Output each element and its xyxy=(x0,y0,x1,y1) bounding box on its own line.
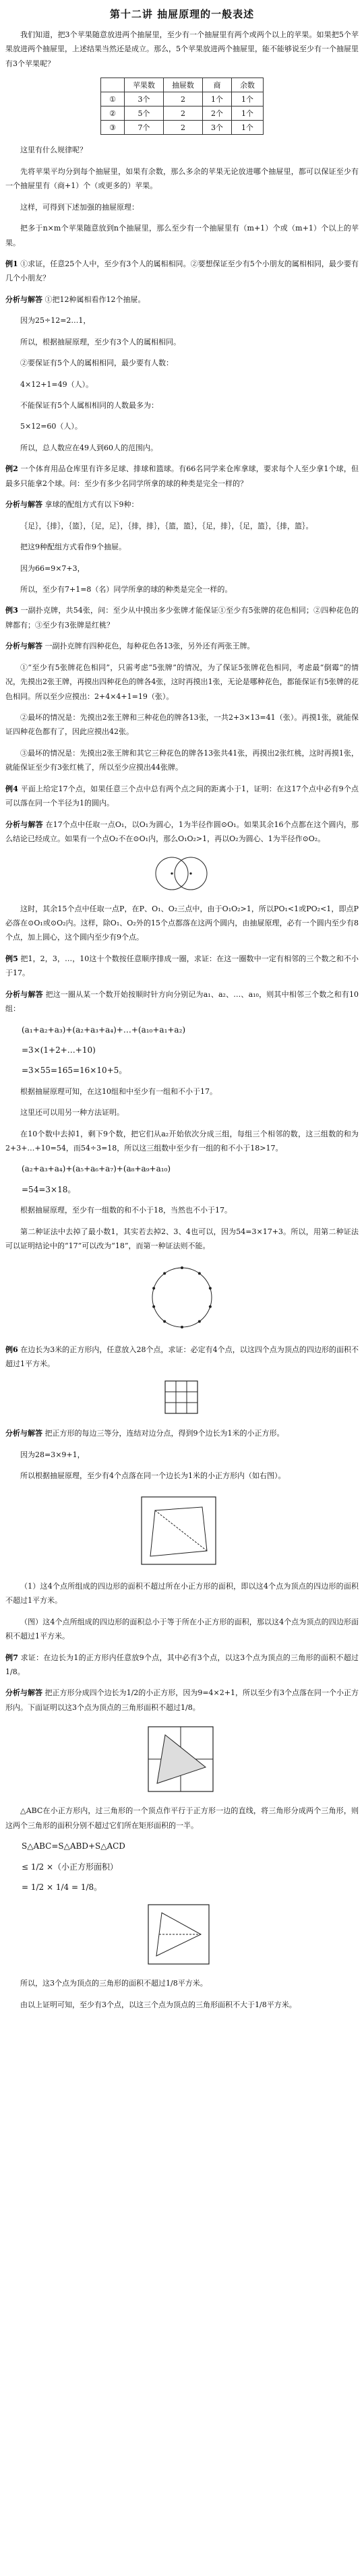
analysis-label: 分析与解答 xyxy=(5,820,43,829)
example-label: 例3 xyxy=(5,606,18,615)
analysis-text: 5×12=60（人）。 xyxy=(20,422,82,431)
formula-line: =3×(1+2+…+10) xyxy=(22,1045,96,1055)
table-row xyxy=(101,121,264,135)
example-3 xyxy=(5,603,359,632)
analysis-text: 把这一圈从某一个数开始按顺时针方向分别记为a₁、a₂、…、a₁₀，则其中相邻三个数之和有10组： xyxy=(5,989,359,1014)
formula-line: =3×55=165=16×10+5。 xyxy=(22,1066,127,1076)
example-2 xyxy=(5,462,359,491)
number-circle-figure xyxy=(145,1260,219,1335)
circle-dot xyxy=(163,1272,166,1275)
example-4 xyxy=(5,782,359,811)
analysis-text: 一副扑克牌有四种花色，每种花色各13张，另外还有两张王牌。 xyxy=(44,642,255,651)
table-header-cell: 抽屉数 xyxy=(163,78,202,92)
analysis-text: 在17个点中任取一点O₁，以O₁为圆心，1为半径作圆⊙O₁。如果其余16个点都在这个圆内，那么结论已经成立。如果有一个点O₂不在⊙O₁内，那么O₁O₂>1，再以O₂为圆心、1为半径作⊙O₂。 xyxy=(5,820,359,844)
number-circle xyxy=(152,1268,212,1327)
table-cell: ① xyxy=(101,92,125,106)
table-cell: 1个 xyxy=(231,106,263,121)
analysis-text: 把正方形分成四个边长为1/2的小正方形，因为9=4×2+1，所以至少有3个点落在同一个小正方形内。下面证明以这3个点为顶点的三角形面积不超过1/8。 xyxy=(5,1688,359,1712)
example-6 xyxy=(5,1343,359,1372)
table-cell: ② xyxy=(101,106,125,121)
analysis-heading xyxy=(5,1686,359,1715)
question-text: 这里有什么规律呢？ xyxy=(20,146,87,155)
analysis-text: 根据抽屉原理可知，在这10组和中至少有一组和不小于17。 xyxy=(20,1086,217,1096)
formula-line: (a₂+a₃+a₄)+(a₅+a₆+a₇)+(a₈+a₉+a₁₀) xyxy=(22,1164,171,1174)
document-page xyxy=(5,7,359,2019)
principle-statement: 把多于n×m个苹果随意放到n个抽屉里，那么至少有一个抽屉里有（m+1）个或（m+1）个以上的苹果。 xyxy=(5,224,359,247)
example-text: 求证：在边长为1的正方形内任意放9个点，其中必有3个点，以这3个点为顶点的三角形的面积不超过1/8。 xyxy=(5,1653,359,1676)
example-text: 一副扑克牌，共54张，问：至少从中摸出多少张牌才能保证①至少有5张牌的花色相同；②四种花色的牌都有；③至少有3张牌是红桃？ xyxy=(5,606,359,630)
analysis-label: 分析与解答 xyxy=(5,642,42,651)
formula-line: =54=3×18。 xyxy=(22,1184,76,1194)
page-title: 第十二讲 抽屉原理的一般表述 xyxy=(109,8,255,20)
analysis-text: 第二种证法中去掉了最小数1，其实若去掉2、3、4也可以，因为54=3×17+3。所以，用第二种证法可以证明结论中的“17”可以改为“18”，而第一种证法则不能。 xyxy=(5,1227,359,1251)
circle-dot xyxy=(198,1272,201,1275)
grid-square-figure xyxy=(162,1378,202,1418)
analysis-text: 把这9种配组方式看作9个抽屉。 xyxy=(20,543,126,552)
analysis-heading xyxy=(5,987,359,1016)
analysis-label: 分析与解答 xyxy=(5,1429,42,1438)
example-label: 例7 xyxy=(5,1653,18,1662)
analysis-text: 不能保证有5个人属相相同的人数最多为： xyxy=(20,401,158,410)
center-o1-dot xyxy=(171,872,173,874)
analysis-text: ②最坏的情况是：先摸出2张王牌和三种花色的牌各13张，一共2+3×13=41（张）。再摸1张，就能保证四种花色都有了，因此应摸出42张。 xyxy=(5,713,359,737)
analysis-label: 分析与解答 xyxy=(5,1688,43,1698)
two-circles-figure xyxy=(152,853,212,894)
analysis-label: 分析与解答 xyxy=(5,989,43,999)
example-label: 例6 xyxy=(5,1345,18,1354)
circle-dot xyxy=(209,1305,212,1308)
table-cell: 3个 xyxy=(124,92,163,106)
example-label: 例4 xyxy=(5,784,18,793)
example-7 xyxy=(5,1651,359,1680)
example-1 xyxy=(5,257,359,286)
table-cell: 2 xyxy=(163,92,202,106)
analysis-text: 把正方形的每边三等分，连结对边分点，得到9个边长为1米的小正方形。 xyxy=(44,1429,284,1438)
analysis-heading xyxy=(5,497,359,512)
closing-paragraph: 由以上证明可知，至少有3个点，以这三个点为顶点的三角形面积不大于1/8平方米。 xyxy=(20,2000,297,2009)
table-cell: 2 xyxy=(163,106,202,121)
paragraph: 这样，可得到下述加强的抽屉原理： xyxy=(20,202,139,212)
intro-paragraph: 我们知道，把3个苹果随意放进两个抽屉里，至少有一个抽屉里有两个或两个以上的苹果。如果把5个苹果放进两个抽屉里，上述结果当然还是成立。那么，5个苹果放进两个抽屉里，能不能够说至少有一个抽屉里有3个苹果呢？ xyxy=(5,30,359,68)
table-header-row xyxy=(101,78,264,92)
example-text: 把1，2，3，…，10这十个数按任意顺序排成一圈，求证：在这一圈数中一定有相邻的三个数之和不小于17。 xyxy=(5,954,359,978)
table-header-cell xyxy=(101,78,125,92)
analysis-text: △ABC在小正方形内，过三角形的一个顶点作平行于正方形一边的直线，将三角形分成两个三角形，则这两个三角形的面积分别不超过它们所在矩形面积的一半。 xyxy=(5,1806,359,1830)
circle-dot xyxy=(181,1326,183,1328)
quadrilateral-figure xyxy=(131,1490,233,1571)
formula-line: ≤ 1/2 ×（小正方形面积） xyxy=(22,1862,119,1872)
analysis-text: 4×12+1=49（人）。 xyxy=(20,379,94,389)
analysis-heading xyxy=(5,293,359,307)
table-cell: ③ xyxy=(101,121,125,135)
circle-dot xyxy=(152,1287,155,1289)
table-cell: 2 xyxy=(163,121,202,135)
apple-table xyxy=(100,78,264,135)
example-text: ①求证，任意25个人中，至少有3个人的属相相同。②要想保证至少有5个小朋友的属相相同，最少要有几个小朋友？ xyxy=(5,259,359,283)
analysis-heading xyxy=(5,639,359,653)
analysis-text: 所以根据抽屉原理，至少有4个点落在同一个边长为1米的小正方形内（如右图）。 xyxy=(20,1471,286,1481)
analysis-text: 这里还可以用另一种方法证明。 xyxy=(20,1108,124,1117)
table-cell: 7个 xyxy=(124,121,163,135)
table-cell: 2个 xyxy=(202,106,231,121)
analysis-text: ①“至少有5张牌花色相同”，只需考虑“5张牌”的情况，为了保证5张牌花色相同，考虑最“倒霉”的情况，先摸出2张王牌，再摸出四种花色的牌各4张，这时再摸出1张，无论是哪种花色，都能保证有5张牌的花色相同。所以至少应摸出：2+4×4+1=19（张）。 xyxy=(5,663,359,701)
table-row xyxy=(101,106,264,121)
circle-dot xyxy=(198,1320,201,1322)
paragraph: 先将苹果平均分到每个抽屉里，如果有余数，那么多余的苹果无论放进哪个抽屉里，都可以保证至少有一个抽屉里有（商+1）个（或更多的）苹果。 xyxy=(5,166,359,191)
example-label: 例2 xyxy=(5,464,18,474)
formula-line: = 1/2 × 1/4 = 1/8。 xyxy=(22,1882,102,1892)
circle-dot xyxy=(163,1320,166,1322)
formula-line: (a₁+a₂+a₃)+(a₂+a₃+a₄)+…+(a₁₀+a₁+a₂) xyxy=(22,1024,186,1035)
example-text: 平面上给定17个点，如果任意三个点中总有两个点之间的距离小于1，证明：在这17个点中必有9个点可以落在同一个半径为1的圆内。 xyxy=(5,784,359,808)
table-header-cell: 余数 xyxy=(231,78,263,92)
example-label: 例1 xyxy=(5,259,18,268)
analysis-label: 分析与解答 xyxy=(5,500,42,510)
analysis-text: 所以，至少有7+1=8（名）同学所拿的球的种类是完全一样的。 xyxy=(20,584,233,594)
analysis-text: ①把12种属相看作12个抽屉。 xyxy=(44,295,146,304)
table-row xyxy=(101,92,264,106)
example-text: 在边长为3米的正方形内，任意放入28个点，求证：必定有4个点，以这四个点为顶点的四边形的面积不超过1平方米。 xyxy=(5,1345,359,1369)
circle-dot xyxy=(181,1266,183,1269)
analysis-text: 拿球的配组方式有以下9种： xyxy=(44,500,139,510)
analysis-text: 因为66=9×7+3， xyxy=(20,563,85,573)
triangle-detail-figure xyxy=(142,1901,222,1968)
analysis-text: 因为25÷12=2…1， xyxy=(20,316,91,326)
example-label: 例5 xyxy=(5,954,18,963)
table-cell: 5个 xyxy=(124,106,163,121)
analysis-text: （图）这4个点所组成的四边形的面积总小于等于所在小正方形的面积，那以这4个点为顶点的四边形面积不超过1平方米。 xyxy=(5,1617,359,1641)
center-o2-dot xyxy=(189,872,191,874)
analysis-heading xyxy=(5,1426,359,1440)
outer-square xyxy=(165,1381,198,1413)
table-cell: 3个 xyxy=(202,121,231,135)
diagonal xyxy=(155,1510,207,1551)
analysis-text: 在10个数中去掉1，剩下9个数，把它们从a₂开始依次分成三组，每组三个相邻的数，这三组数的和为2+3+…+10=54，而54÷3=18，所以这三组数中至少有一组的和不小于18>17。 xyxy=(5,1129,359,1153)
table-cell: 1个 xyxy=(231,121,263,135)
analysis-text: （1）这4个点所组成的四边形的面积不超过所在小正方形的面积，即以这4个点为顶点的四边形的面积不超过1平方米。 xyxy=(5,1581,359,1605)
table-header-cell: 苹果数 xyxy=(124,78,163,92)
analysis-text: 因为28=3×9+1， xyxy=(20,1450,85,1459)
analysis-text: 所以，根据抽屉原理，至少有3个人的属相相同。 xyxy=(20,337,181,346)
table-cell: 1个 xyxy=(231,92,263,106)
example-5 xyxy=(5,952,359,981)
analysis-text: 所以，总人数应在49人到60人的范围内。 xyxy=(20,443,158,452)
analysis-text: 这时，其余15个点中任取一点P，在P、O₁、O₂三点中，由于O₁O₂>1，所以PO₁<1或PO₂<1，即点P必落在⊙O₁或⊙O₂内。这样，除O₁、O₂外的15个点都落在这两个圆内，由抽屉原理，必有一个圆内至少有8个点，加上圆心，这个圆内至少有9个点。 xyxy=(5,904,359,942)
formula-line: S△ABC=S△ABD+S△ACD xyxy=(22,1841,125,1851)
analysis-text: ｛足｝，｛排｝，｛篮｝，｛足，足｝，｛排，排｝，｛篮，篮｝，｛足，排｝，｛足，篮｝，｛排，篮｝。 xyxy=(20,521,313,530)
table-header-cell: 商 xyxy=(202,78,231,92)
table-cell: 1个 xyxy=(202,92,231,106)
analysis-text: 所以，这3个点为顶点的三角形的面积不超过1/8平方米。 xyxy=(20,1979,208,1988)
analysis-text: ③最坏的情况是：先摸出2张王牌和其它三种花色的牌各13张共41张，再摸出2张红桃，这时再摸1张，就能保证至少有3张红桃了，所以至少应摸出44张牌。 xyxy=(5,748,359,772)
triangle-square-figure xyxy=(138,1721,226,1796)
analysis-text: 根据抽屉原理，至少有一组数的和不小于18，当然也不小于17。 xyxy=(20,1206,232,1215)
analysis-text: ②要保证有5个人的属相相同，最少要有人数： xyxy=(20,359,173,368)
circle-dot xyxy=(209,1287,212,1289)
analysis-label: 分析与解答 xyxy=(5,295,42,304)
example-text: 一个体育用品仓库里有许多足球、排球和篮球。有66名同学来仓库拿球，要求每个人至少拿1个球，但最多只能拿2个球。问：至少有多少名同学所拿的球的种类是完全一样的？ xyxy=(5,464,359,488)
quadrilateral xyxy=(150,1507,207,1556)
circle-dot xyxy=(152,1305,155,1308)
analysis-heading xyxy=(5,818,359,847)
